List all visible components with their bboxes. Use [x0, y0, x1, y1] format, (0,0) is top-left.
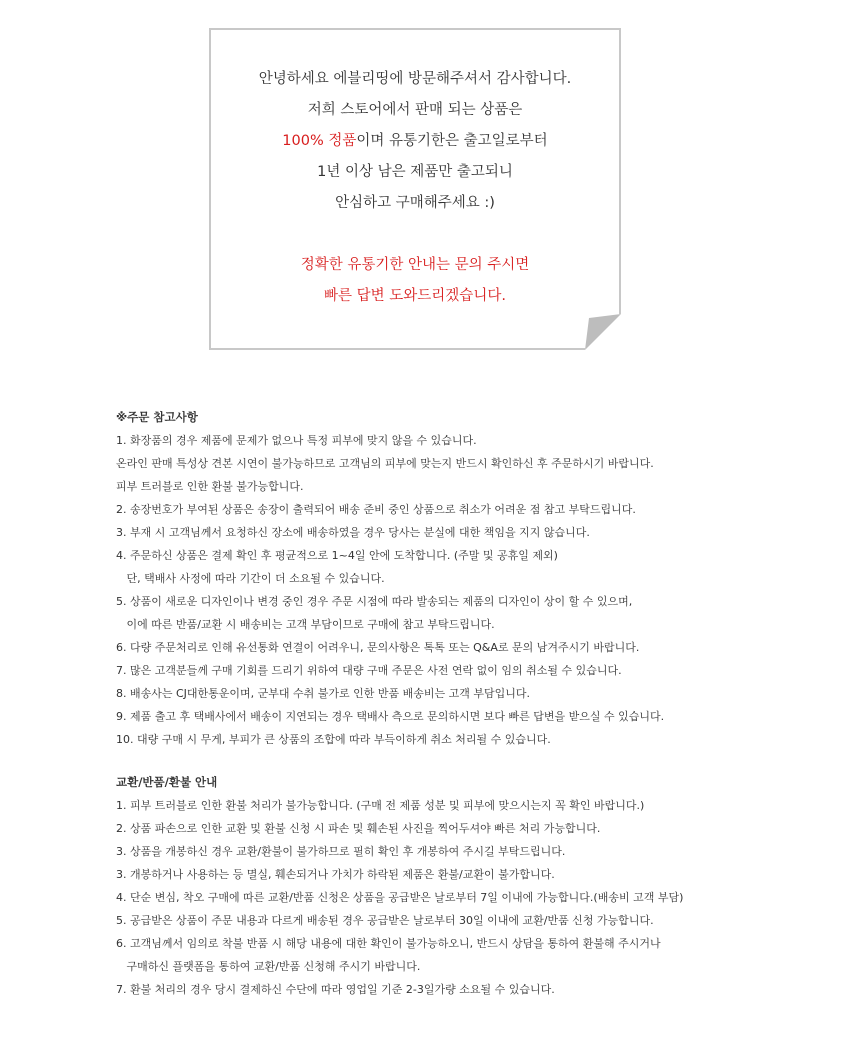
list-item: 5. 상품이 새로운 디자인이나 변경 중인 경우 주문 시점에 따라 발송되는 제품의 디자인이 상이 할 수 있으며, — [116, 595, 633, 608]
list-item: 10. 대량 구매 시 무게, 부피가 큰 상품의 조합에 따라 부득이하게 취소 처리될 수 있습니다. — [116, 733, 551, 746]
list-item: 1. 화장품의 경우 제품에 문제가 없으나 특정 피부에 맞지 않을 수 있습니다. — [116, 434, 477, 447]
list-item: 단, 택배사 사정에 따라 기간이 더 소요될 수 있습니다. — [116, 572, 385, 585]
notice-line-rest: 이며 유통기한은 출고일로부터 — [356, 133, 548, 149]
list-item: 3. 개봉하거나 사용하는 등 멸실, 훼손되거나 가치가 하락된 제품은 환불/교환이 불가합니다. — [116, 868, 555, 881]
list-item: 3. 부재 시 고객님께서 요청하신 장소에 배송하였을 경우 당사는 분실에 대한 책임을 지지 않습니다. — [116, 526, 590, 539]
list-item: 온라인 판매 특성상 견본 시연이 불가능하므로 고객님의 피부에 맞는지 반드시 확인하신 후 주문하시기 바랍니다. — [116, 457, 654, 470]
list-item: 1. 피부 트러블로 인한 환불 처리가 불가능합니다. (구매 전 제품 성분 및 피부에 맞으시는지 꼭 확인 바랍니다.) — [116, 799, 645, 812]
notice-red-line: 빠른 답변 도와드리겠습니다. — [324, 288, 506, 304]
notice-red-line: 정확한 유통기한 안내는 문의 주시면 — [300, 257, 530, 273]
list-item: 4. 주문하신 상품은 결제 확인 후 평균적으로 1~4일 안에 도착합니다. (주말 및 공휴일 제외) — [116, 549, 558, 562]
notice-line: 안녕하세요 에블리띵에 방문해주셔서 감사합니다. — [258, 71, 572, 87]
notice-line: 저희 스토어에서 판매 되는 상품은 — [307, 102, 523, 118]
section-title: 교환/반품/환불 안내 — [116, 775, 218, 789]
list-item: 피부 트러블로 인한 환불 불가능합니다. — [116, 480, 304, 493]
return-notes-list — [116, 794, 816, 1001]
notice-line — [211, 126, 619, 157]
page-curl-icon — [585, 314, 621, 350]
section-title: ※주문 참고사항 — [116, 410, 198, 424]
list-item: 8. 배송사는 CJ대한통운이며, 군부대 수취 불가로 인한 반품 배송비는 고객 부담입니다. — [116, 687, 531, 700]
notice-card — [209, 28, 621, 350]
order-notes-list — [116, 429, 816, 751]
list-item: 4. 단순 변심, 착오 구매에 따른 교환/반품 신청은 상품을 공급받은 날로부터 7일 이내에 가능합니다.(배송비 고객 부담) — [116, 891, 684, 904]
list-item: 5. 공급받은 상품이 주문 내용과 다르게 배송된 경우 공급받은 날로부터 30일 이내에 교환/반품 신청 가능합니다. — [116, 914, 654, 927]
notice-line: 안심하고 구매해주세요 :) — [335, 195, 495, 211]
notice-line: 1년 이상 남은 제품만 출고되니 — [317, 164, 513, 180]
return-notes-section — [116, 771, 816, 1001]
list-item: 9. 제품 출고 후 택배사에서 배송이 지연되는 경우 택배사 측으로 문의하시면 보다 빠른 답변을 받으실 수 있습니다. — [116, 710, 665, 723]
list-item: 7. 환불 처리의 경우 당시 결제하신 수단에 따라 영업일 기준 2-3일가량 소요될 수 있습니다. — [116, 983, 555, 996]
list-item: 2. 상품 파손으로 인한 교환 및 환불 신청 시 파손 및 훼손된 사진을 찍어두셔야 빠른 처리 가능합니다. — [116, 822, 601, 835]
list-item: 6. 고객님께서 임의로 착불 반품 시 해당 내용에 대한 확인이 불가능하오니, 반드시 상담을 통하여 환불해 주시거나 — [116, 937, 661, 950]
list-item: 3. 상품을 개봉하신 경우 교환/환불이 불가하므로 필히 확인 후 개봉하여 주시길 부탁드립니다. — [116, 845, 566, 858]
list-item: 2. 송장번호가 부여된 상품은 송장이 출력되어 배송 준비 중인 상품으로 취소가 어려운 점 참고 부탁드립니다. — [116, 503, 636, 516]
list-item: 7. 많은 고객분들께 구매 기회를 드리기 위하여 대량 구매 주문은 사전 연락 없이 임의 취소될 수 있습니다. — [116, 664, 622, 677]
notice-text — [211, 64, 619, 312]
list-item: 구매하신 플랫폼을 통하여 교환/반품 신청해 주시기 바랍니다. — [116, 960, 421, 973]
list-item: 6. 다량 주문처리로 인해 유선통화 연결이 어려우니, 문의사항은 톡톡 또는 Q&A로 문의 남겨주시기 바랍니다. — [116, 641, 640, 654]
order-notes-section — [116, 406, 816, 751]
genuine-highlight: 100% 정품 — [282, 133, 357, 149]
list-item: 이에 따른 반품/교환 시 배송비는 고객 부담이므로 구매에 참고 부탁드립니다. — [116, 618, 495, 631]
